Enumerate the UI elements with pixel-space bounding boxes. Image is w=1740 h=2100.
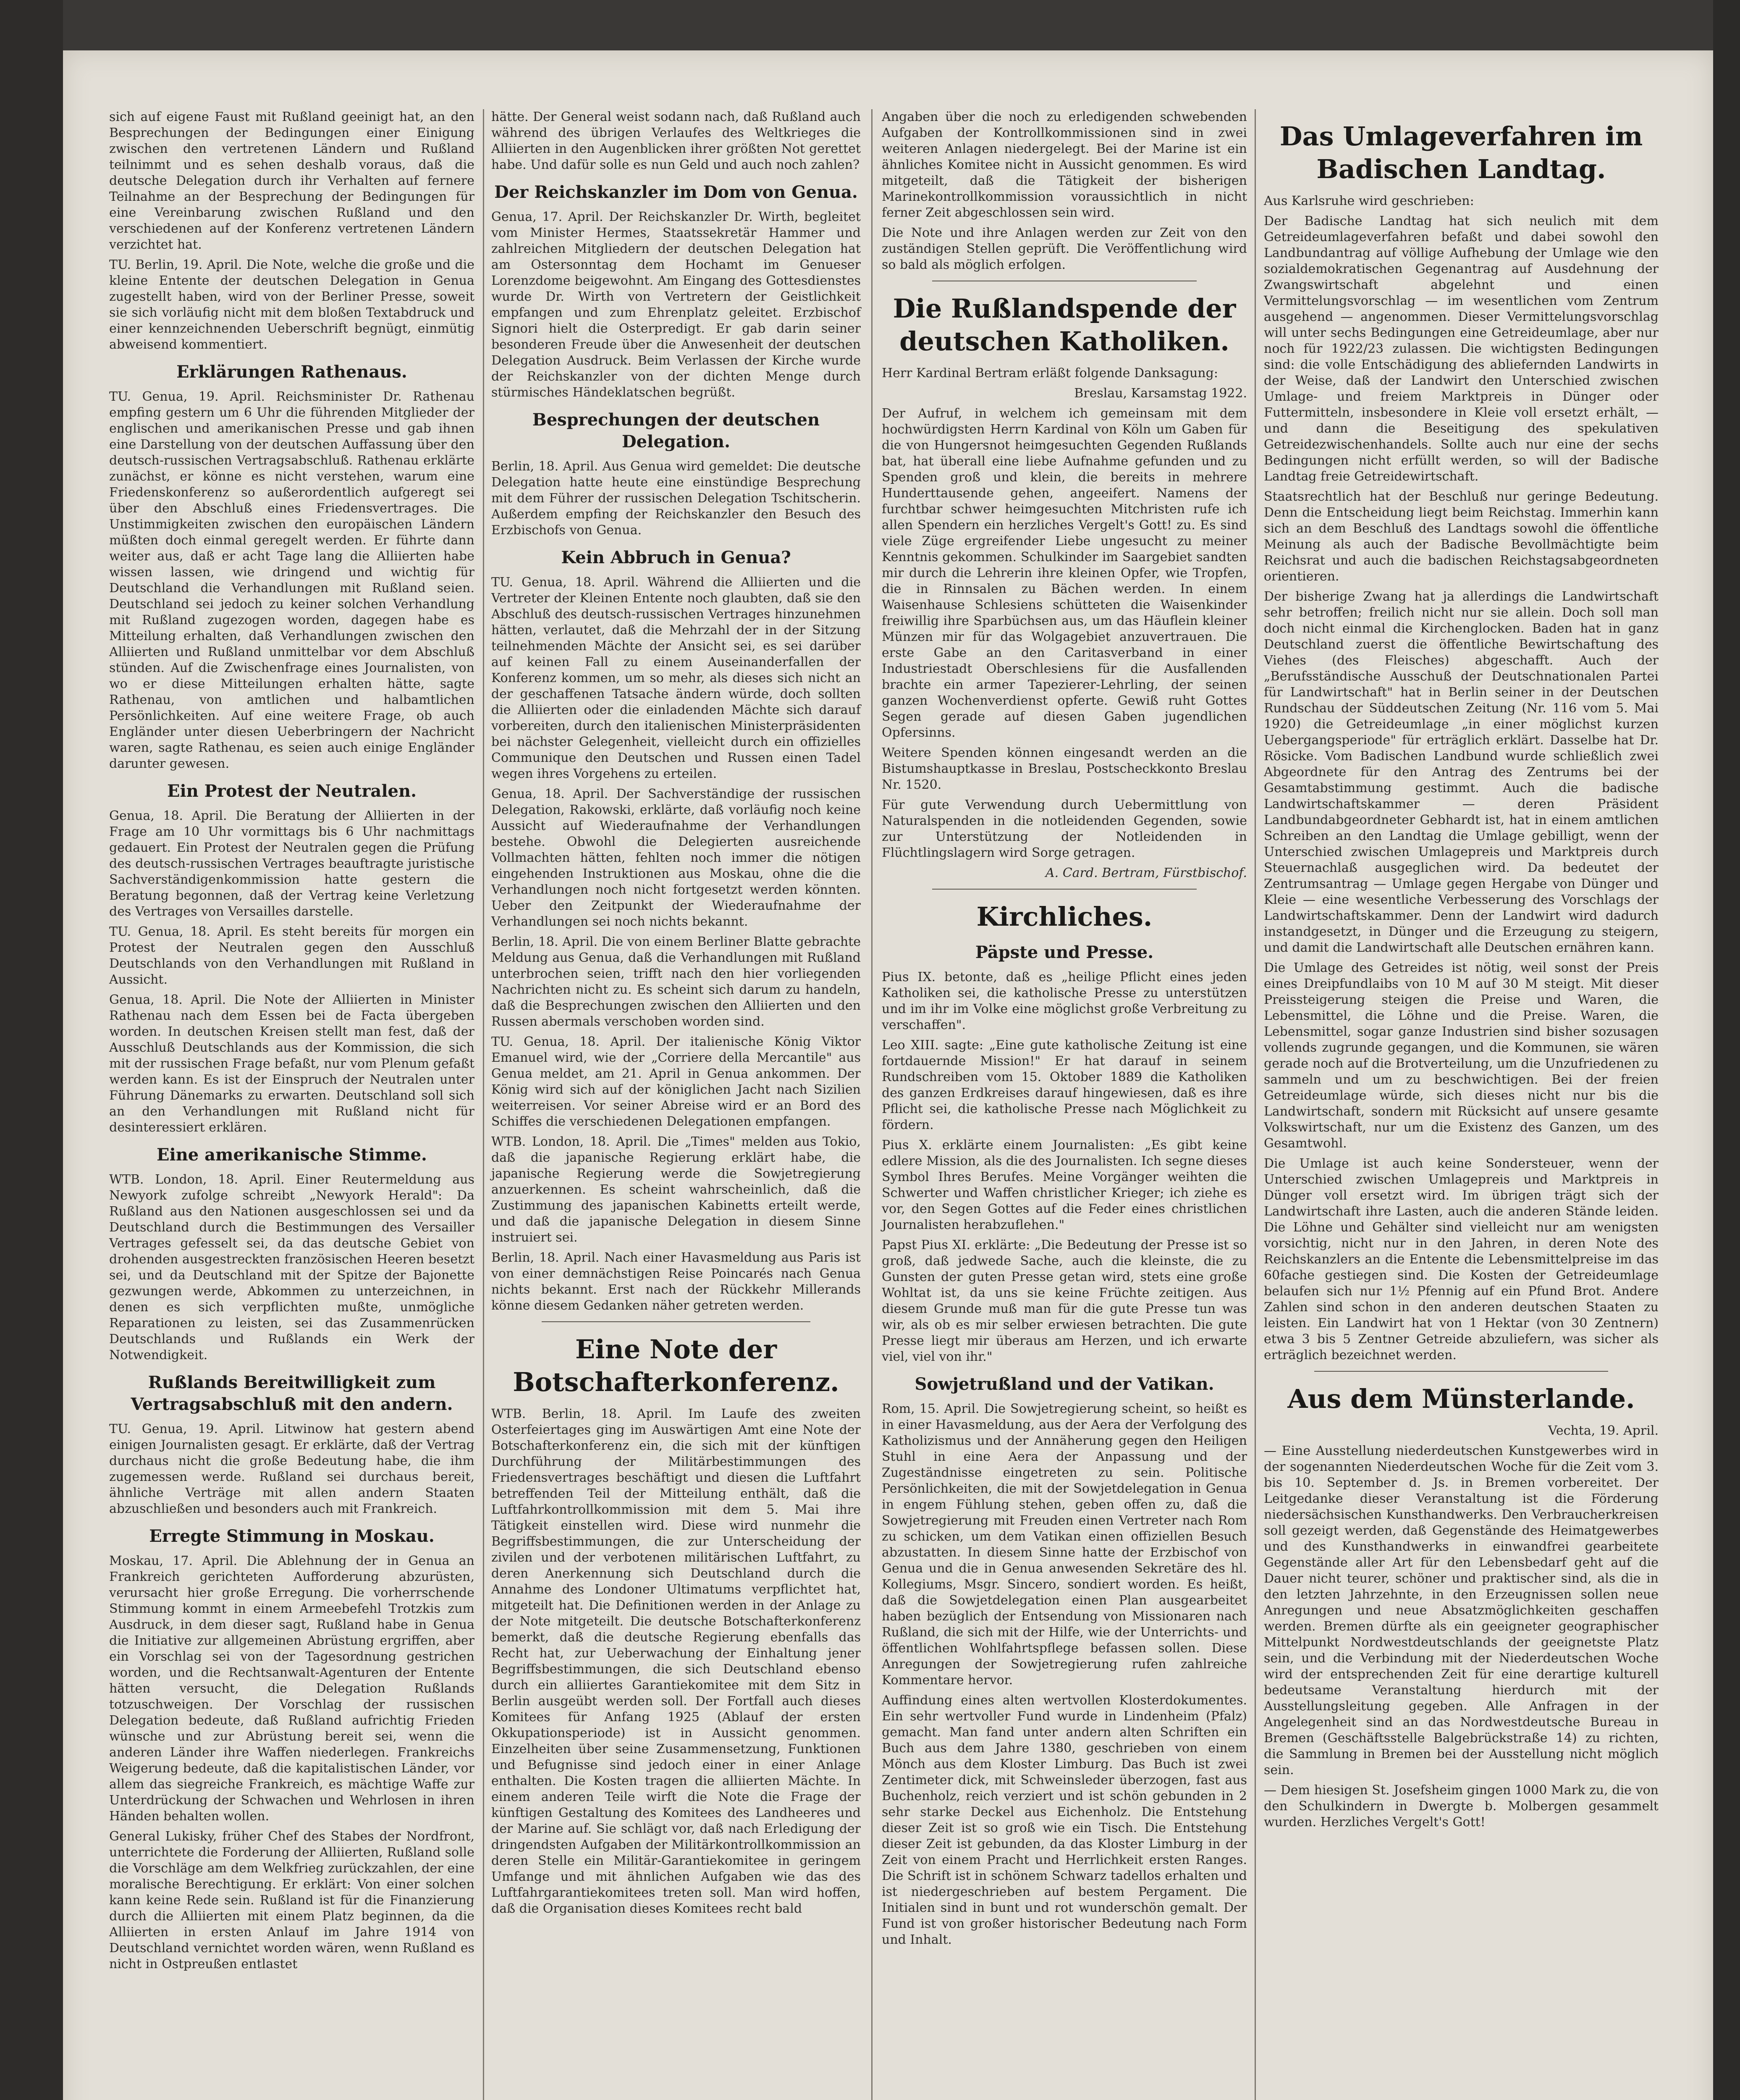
column-rule — [483, 109, 484, 2100]
article-paragraph: Die Note und ihre Anlagen werden zur Zeit von den zuständigen Stellen geprüft. Die Veröffentlichung wird so bald als möglich erfolgen. — [882, 226, 1247, 272]
article-paragraph: Auffindung eines alten wertvollen Klosterdokumentes. Ein sehr wertvoller Fund wurde in Lindenheim (Pfalz) gemacht. Man fand unter andern alten Schriften ein Buch aus dem Jahre 1380, geschrieben von einem Mönch aus dem Kloster Limburg. Das Buch ist zwei Zentimeter dick, mit Schweinsleder überzogen, fast aus Buchenholz, reich verziert und ist schön gebunden in 2 sehr starke Deckel aus Eichenholz. Die Entstehung dieser Zeit ist so groß wie ein Tisch. Die Entstehung dieser Zeit ist gebunden, da das Kloster Limburg in der Zeit von einem Pracht und Herrlichkeit ersten Ranges. Die Schrift ist in schönem Schwarz tadellos erhalten und ist niedergeschrieben auf bestem Pergament. Die Initialen sind in bunt und rot wunderschön gemalt. Der Fund ist von großer historischer Bedeutung nach Form und Inhalt. — [882, 1693, 1247, 1947]
section-headline: Eine amerikanische Stimme. — [157, 1145, 427, 1165]
column-1 — [109, 109, 474, 1977]
column-2 — [491, 109, 861, 1921]
article-paragraph: Der bisherige Zwang hat ja allerdings die Landwirtschaft sehr betroffen; freilich nicht nur sie allein. Doch soll man doch nicht einmal die Kirchenglocken. Baden hat in ganz Deutschland zuerst die öffentliche Bewirtschaftung des Viehes (des Fleisches) abgeschafft. Auch der „Berufsständische Ausschuß der Deutschnationalen Partei für Landwirtschaft" hat in Berlin seiner in der Deutschen Rundschau der Süddeutschen Zeitung (Nr. 116 vom 5. Mai 1920) die Getreideumlage „in einer möglichst kurzen Uebergangsperiode" für erträglich erklärt. Dasselbe hat Dr. Rösicke. Vom Badischen Landbund wurde schließlich zwei Abgeordnete für den Antrag des Zentrums bei der Gesamtabstimmung gestimmt. Auch die badische Landwirtschaftskammer — deren Präsident Landbundabgeordneter Gebhardt ist, hat in einem amtlichen Schreiben an den Landtag die Umlage gebilligt, wenn der Unterschied zwischen Umlagepreis und Marktpreis durch Steuernachlaß ausgeglichen wird. Da bedeutet der Zentrumsantrag — Umlage gegen Hergabe von Dünger und Kleie — eine wesentliche Verbesserung des Vorschlags der Landwirtschaftskammer. Denn der Landwirt wird dadurch instandgesetzt, in Dünger und die Erzeugung zu steigern, und damit die Landwirtschaft alle Deutschen ernähren kann. — [1264, 589, 1659, 955]
article-paragraph: TU. Genua, 19. April. Reichsminister Dr. Rathenau empfing gestern um 6 Uhr die führenden Mitglieder der englischen und amerikanischen Presse und gab ihnen eine Darstellung von der deutschen Auffassung über den deutsch-russischen Vertragsabschluß. Rathenau erklärte zunächst, er könne es nicht verstehen, warum eine Friedenskonferenz so außerordentlich aufgeregt sei über den Abschluß eines Friedensvertrages. Die Unstimmigkeiten zwischen den europäischen Ländern müßten doch einmal geregelt werden. Er führte dann weiter aus, daß er acht Tage lang die Alliierten habe wissen lassen, wie dringend und wichtig für Deutschland die Verhandlungen mit Rußland seien. Deutschland sei jedoch zu keiner solchen Verhandlung mit Rußland zugezogen worden, dagegen habe es Mitteilung erhalten, daß Verhandlungen zwischen den Alliierten und Rußland unmittelbar vor dem Abschluß stünden. Auf die Zwischenfrage eines Journalisten, von wo er diese Mitteilungen erhalten hätte, sagte Rathenau, von amtlichen und halbamtlichen Persönlichkeiten. Auf eine weitere Frage, ob auch Engländer unter diesen Ueberbringern der Nachricht waren, sagte Rathenau, es seien auch einige Engländer darunter gewesen. — [109, 389, 474, 771]
article-paragraph: Genua, 18. April. Die Beratung der Alliierten in der Frage am 10 Uhr vormittags bis 6 Uhr nachmittags gedauert. Ein Protest der Neutralen gegen die Prüfung des deutsch-russischen Vertrages beauftragte juristische Sachverständigenkommission hatte gestern die Beratung begonnen, daß der Vertrag keine Verletzung des Vertrages von Versailles darstelle. — [109, 808, 474, 919]
section-headline: Erregte Stimmung in Moskau. — [149, 1526, 435, 1546]
article-paragraph: Die Umlage des Getreides ist nötig, weil sonst der Preis eines Dreipfundlaibs von 10 M auf 30 M steigt. Mit dieser Preissteigerung steigen die Preise und Waren, die Lebensmittel, die Löhne und die Preise. Waren, die Lebensmittel, sogar ganze Industrien sind bisher sozusagen vollends zugrunde gegangen, und die Kommunen, sie wären gerade noch auf die Brotverteilung, um die Unzufriedenen zu sammeln und um zu beschwichtigen. Bei der freien Getreideumlage würde, sich dieses nicht nur bis die Landwirtschaft, sondern mit Rücksicht auf unsere gesamte Volkswirtschaft, nur um die Existenz des Ganzen, um des Gesamtwohl. — [1264, 961, 1659, 1151]
article-paragraph: Genua, 18. April. Die Note der Alliierten in Minister Rathenau nach dem Essen bei de Facta übergeben worden. In deutschen Kreisen stellt man fest, daß der Ausschluß Deutschlands aus der Kommission, die sich mit der russischen Frage befaßt, nur vom Plenum gefaßt werden kann. Es ist der Einspruch der Neutralen unter Führung Dänemarks zu erwarten. Deutschland soll sich an den Verhandlungen mit Rußland nicht für desinteressiert erklären. — [109, 992, 474, 1135]
section-divider — [542, 1321, 810, 1322]
article-paragraph: TU. Genua, 18. April. Es steht bereits für morgen ein Protest der Neutralen gegen den Ausschluß Deutschlands von den Verhandlungen mit Rußland in Aussicht. — [109, 924, 474, 987]
article-paragraph: General Lukisky, früher Chef des Stabes der Nordfront, unterrichtete die Forderung der Alliierten, Rußland solle die Vorschläge am dem Welkfrieg zurückzahlen, der eine moralische Berechtigung. Er erklärt: Von einer solchen kann keine Rede sein. Rußland ist für die Finanzierung durch die Alliierten mit einem Platz beginnen, da die Alliierten in ersten Anlauf im Jahre 1914 von Deutschland vernichtet worden wären, wenn Rußland es nicht in Ostpreußen entlastet — [109, 1829, 474, 1971]
article-paragraph: Angaben über die noch zu erledigenden schwebenden Aufgaben der Kontrollkommissionen sind in zwei weiteren Anlagen niedergelegt. Bei der Marine ist ein ähnliches Komitee nicht in Aussicht genommen. Es wird mitgeteilt, daß die Tätigkeit der bisherigen Marinekontrollkommission voraussichtlich in nicht ferner Zeit abgeschlossen sein wird. — [882, 110, 1247, 220]
section-headline: Besprechungen der deutschen Delegation. — [532, 410, 820, 452]
article-paragraph: Staatsrechtlich hat der Beschluß nur geringe Bedeutung. Denn die Entscheidung liegt beim Reichstag. Immerhin kann sich an dem Beschluß des Landtags sowohl die öffentliche Meinung als auch der Badische Bevollmächtigte beim Reichsrat und auch die badischen Reichstagsabgeordneten orientieren. — [1264, 489, 1659, 584]
article-paragraph: TU. Genua, 18. April. Während die Alliierten und die Vertreter der Kleinen Entente noch glaubten, daß sie den Abschluß des deutsch-russischen Vertrages hinzunehmen hätten, verlautet, daß die Mehrzahl der in der Sitzung teilnehmenden Mächte der Ansicht sei, es sei darüber auf keinen Fall zu einem Auseinanderfallen der Konferenz kommen, um so mehr, als dieses sich nicht an der geschaffenen Tatsache ändern würde, doch sollten die Alliierten oder die einladenden Mächte sich darauf vorbereiten, durch den italienischen Ministerpräsidenten bei nächster Gelegenheit, vielleicht durch ein offizielles Communique den Deutschen und Russen einen Tadel wegen ihres Vorgehens zu erteilen. — [491, 575, 861, 781]
article-paragraph: TU. Genua, 19. April. Litwinow hat gestern abend einigen Journalisten gesagt. Er erklärte, daß der Vertrag durchaus nicht die große Bedeutung habe, die ihm zugemessen werde. Rußland sei durchaus bereit, ähnliche Verträge mit allen andern Staaten abzuschließen und besonders auch mit Frankreich. — [109, 1422, 474, 1516]
article-paragraph: Pius IX. betonte, daß es „heilige Pflicht eines jeden Katholiken sei, die katholische Presse zu unterstützen und im ihr im Volke eine möglichst große Verbreitung zu verschaffen". — [882, 970, 1247, 1032]
main-headline: Kirchliches. — [976, 901, 1153, 932]
scan-left-margin — [0, 0, 63, 2100]
article-paragraph: Der Aufruf, in welchem ich gemeinsam mit dem hochwürdigsten Herrn Kardinal von Köln um Gaben für die von Hungersnot heimgesuchten Gegenden Rußlands bat, hat überall eine liebe Aufnahme gefunden und zu Spenden groß und klein, die bereits in mehrere Hunderttausende gehen, angeeifert. Namens der furchtbar schwer heimgesuchten Mitchristen rufe ich allen Spendern ein herzliches Vergelt's Gott! zu. Es sind viele Züge ergreifender Liebe ungesucht zu meiner Kenntnis gekommen. Schulkinder im Saargebiet sandten mir durch die Lehrerin ihre kleinen Opfer, wie Tropfen, die in Rinnsalen zu Bächen werden. In einem Waisenhause Schlesiens schütteten die Waisenkinder freiwillig ihre Sparbüchsen aus, um das Häuflein kleiner Münzen mir für das Wolgagebiet anzuvertrauen. Die erste Gabe an den Caritasverband in einer Industriestadt Oberschlesiens für die Ausfallenden brachte ein armer Tapezierer-Lehrling, der seinen ganzen Wochenverdienst opferte. Gewiß ruht Gottes Segen gerade auf diesen Gaben jugendlichen Opfersinns. — [882, 406, 1247, 740]
section-headline: Rußlands Bereitwilligkeit zum Vertragsabschluß mit den andern. — [131, 1373, 453, 1414]
main-headline: Aus dem Münsterlande. — [1287, 1383, 1635, 1414]
article-paragraph: Aus Karlsruhe wird geschrieben: — [1264, 194, 1474, 208]
article-paragraph: Der Badische Landtag hat sich neulich mit dem Getreideumlageverfahren befaßt und dabei sowohl den Landbundantrag auf völlige Aufhebung der Umlage wie den sozialdemokratischen Gegenantrag auf Ausdehnung der Zwangswirtschaft abgelehnt und einen Vermittelungsvorschlag — im wesentlichen vom Zentrum ausgehend — angenommen. Dieser Vermittelungsvorschlag will unter sechs Bedingungen eine Getreideumlage, aber nur noch für 1922/23 zulassen. Die wichtigsten Bedingungen sind: die volle Entschädigung des abliefernden Landwirts in der Weise, daß der Landwirt den Unterschied zwischen Umlage- und freiem Marktpreis in Dünger oder Futtermitteln, insbesondere in Kleie voll ersetzt erhält, — und dann die Beseitigung des spekulativen Getreidezwischenhandels. Sollte auch nur eine der sechs Bedingungen nicht erfüllt werden, so will der Badische Landtag freie Getreidewirtschaft. — [1264, 214, 1659, 484]
article-paragraph: — Eine Ausstellung niederdeutschen Kunstgewerbes wird in der sogenannten Niederdeutschen Woche für die Zeit vom 3. bis 10. September d. Js. in Bremen vorbereitet. Der Leitgedanke dieser Veranstaltung ist die Förderung niedersächsischen Kunsthandwerks. Den Verbraucherkreisen soll gezeigt werden, daß Gegenstände des Heimatgewerbes und des Kunsthandwerks in einwandfrei gearbeitete Gegenstände aller Art für den Lebensbedarf geht auf die Dauer nicht teurer, schöner und praktischer sind, als die in den letzten Jahrzehnte, in den Erzeugnissen sollen neue Anregungen und neue Absatzmöglichkeiten geschaffen werden. Bremen dürfte als ein geeigneter geographischer Mittelpunkt Nordwestdeutschlands der geeignetste Platz sein, und die Verbindung mit der Niederdeutschen Woche wird der entsprechenden Zeit für eine derartige kulturell bedeutsame Veranstaltung hierdurch mit der Ausstellungsleitung gegeben. Alle Anfragen in der Angelegenheit sind an das Nordwestdeutsche Bureau in Bremen (Geschäftsstelle Balgebrückstraße 14) zu richten, die Sammlung in Bremen bei der Ausstellung nicht möglich sein. — [1264, 1444, 1659, 1777]
article-paragraph: Genua, 18. April. Der Sachverständige der russischen Delegation, Rakowski, erklärte, daß vorläufig noch keine Aussicht auf Wiederaufnahme der Verhandlungen bestehe. Obwohl die Delegierten ausreichende Vollmachten hätten, fehlten noch immer die nötigen eingehenden Instruktionen aus Moskau, ohne die die Verhandlungen noch nicht fortgesetzt werden könnten. Ueber den Zeitpunkt der Wiederaufnahme der Verhandlungen sei noch nichts bekannt. — [491, 787, 861, 929]
main-headline: Eine Note der Botschafterkonferenz. — [513, 1334, 839, 1397]
article-paragraph: Berlin, 18. April. Die von einem Berliner Blatte gebrachte Meldung aus Genua, daß die Verhandlungen mit Rußland unterbrochen seien, trifft nach den hier vorliegenden Nachrichten nicht zu. Es scheint sich darum zu handeln, daß die Besprechungen zwischen den Alliierten und den Russen abermals verschoben worden sind. — [491, 934, 861, 1029]
article-paragraph: Berlin, 18. April. Aus Genua wird gemeldet: Die deutsche Delegation hatte heute eine einstündige Besprechung mit dem Führer der russischen Delegation Tschitscherin. Außerdem empfing der Reichskanzler den Besuch des Erzbischofs von Genua. — [491, 459, 861, 538]
article-paragraph: Rom, 15. April. Die Sowjetregierung scheint, so heißt es in einer Havasmeldung, aus der Aera der Verfolgung des Katholizismus und der Annäherung gegen den Heiligen Stuhl in eine Aera der Anpassung und der Zugeständnisse eingetreten zu sein. Politische Persönlichkeiten, die mit der Sowjetdelegation in Genua in engem Fühlung stehen, geben offen zu, daß die Sowjetregierung mit Freuden einen Vertreter nach Rom zu schicken, um dem Vatikan einen offiziellen Besuch abzustatten. In diesem Sinne hatte der Erzbischof von Genua und die in Genua anwesenden Sekretäre des hl. Kollegiums, Msgr. Sincero, sondiert worden. Es heißt, daß die Sowjetdelegation einen Plan ausgearbeitet haben bezüglich der Entsendung von Missionaren nach Rußland, die sich mit der Hilfe, wie der Unterrichts- und öffentlichen Wohlfahrtspflege befassen sollen. Diese Anregungen der Sowjetregierung rufen zahlreiche Kommentare hervor. — [882, 1402, 1247, 1688]
article-paragraph: Die Umlage ist auch keine Sondersteuer, wenn der Unterschied zwischen Umlagepreis und Marktpreis in Dünger voll ersetzt wird. Im übrigen trägt sich der Landwirtschaft ihre Lasten, auch die anderen Stände leiden. Die Löhne und Gehälter sind vielleicht nur am wenigsten vorsichtig, nicht nur in den Jahren, in deren Note des Reichskanzlers an die Entente die Lebensmittelpreise im das 60fache gestiegen sind. Die Kosten der Getreideumlage belaufen sich nur 1½ Pfennig auf ein Pfund Brot. Andere Zahlen sind schon in den anderen deutschen Staaten zu leisten. Ein Landwirt hat von 1 Hektar (von 30 Zentnern) etwa 3 bis 5 Zentner Getreide abzuliefern, was sicher als erträglich bezeichnet werden. — [1264, 1156, 1659, 1362]
article-paragraph: Berlin, 18. April. Nach einer Havasmeldung aus Paris ist von einer demnächstigen Reise Poincarés nach Genua nichts bekannt. Erst nach der Rückkehr Millerands könne diesem Gedanken näher getreten werden. — [491, 1250, 861, 1313]
column-3 — [882, 109, 1247, 1952]
section-headline: Kein Abbruch in Genua? — [561, 548, 791, 567]
column-rule — [1255, 109, 1256, 2100]
dateline: Vechta, 19. April. — [1548, 1423, 1659, 1438]
section-headline: Erklärungen Rathenaus. — [176, 362, 407, 382]
article-paragraph: — Dem hiesigen St. Josefsheim gingen 1000 Mark zu, die von den Schulkindern in Dwergte b. Molbergen gesammelt wurden. Herzliches Vergelt's Gott! — [1264, 1783, 1659, 1830]
article-paragraph: Herr Kardinal Bertram erläßt folgende Danksagung: — [882, 366, 1218, 381]
dateline: Breslau, Karsamstag 1922. — [1074, 386, 1247, 401]
article-paragraph: WTB. London, 18. April. Einer Reutermeldung aus Newyork zufolge schreibt „Newyork Herald": Da Rußland aus den Nationen ausgeschlossen sei und da Deutschland durch die Bestimmungen des Versailler Vertrages gefesselt sei, da das deutsche Gebiet von drohenden ausgestreckten französischen Heeren besetzt sei, und da Deutschland mit der Spitze der Bajonette gezwungen werde, Abkommen zu unterzeichnen, in denen es sich verpflichten mußte, unmögliche Reparationen zu leisten, sei das Zusammenrücken Deutschlands und Rußlands ein Werk der Notwendigkeit. — [109, 1172, 474, 1362]
section-divider — [932, 889, 1197, 890]
article-paragraph: TU. Berlin, 19. April. Die Note, welche die große und die kleine Entente der deutschen Delegation in Genua zugestellt haben, wird von der Berliner Presse, soweit sie sich vorläufig nicht mit dem bloßen Textabdruck und einer kennzeichnenden Ueberschrift begnügt, einmütig abweisend kommentiert. — [109, 257, 474, 352]
scan-right-edge — [1713, 0, 1740, 2100]
article-paragraph: Leo XIII. sagte: „Eine gute katholische Zeitung ist eine fortdauernde Mission!" Er hat darauf in seinem Rundschreiben vom 15. Oktober 1889 die Katholiken des ganzen Erdkreises darauf hingewiesen, daß es ihre Pflicht sei, die katholische Presse nach Möglichkeit zu fördern. — [882, 1038, 1247, 1132]
section-headline: Ein Protest der Neutralen. — [167, 781, 417, 801]
article-paragraph: WTB. London, 18. April. Die „Times" melden aus Tokio, daß die japanische Regierung erklärt habe, die japanische Regierung werde die Sowjetregierung anzuerkennen. Es scheint wahrscheinlich, daß die Zustimmung des japanischen Kabinetts erteilt werde, und daß die japanische Delegation in diesem Sinne instruiert sei. — [491, 1134, 861, 1245]
article-paragraph: Moskau, 17. April. Die Ablehnung der in Genua an Frankreich gerichteten Aufforderung abzurüsten, verursacht hier große Erregung. Die vorherrschende Stimmung kommt in einem Armeebefehl Trotzkis zum Ausdruck, in dem dieser sagt, Rußland habe in Genua die Initiative zur allgemeinen Abrüstung ergriffen, aber ein Vorschlag sei von der Tagesordnung gestrichen worden, und die Rechtsanwalt-Agenturen der Entente hätten versucht, die Delegation Rußlands totzuschweigen. Der Vorschlag der russischen Delegation bedeute, daß Rußland aufrichtig Frieden wünsche und zur Abrüstung bereit sei, wenn die anderen Länder ihre Waffen niederlegen. Frankreichs Weigerung bedeute, daß die kapitalistischen Länder, vor allem das siegreiche Frankreich, es mächtige Waffe zur Unterdrückung der Schwachen und Wehrlosen in ihren Händen behalten wollen. — [109, 1554, 474, 1824]
article-paragraph: Weitere Spenden können eingesandt werden an die Bistumshauptkasse in Breslau, Postscheckkonto Breslau Nr. 1520. — [882, 746, 1247, 792]
article-paragraph: TU. Genua, 18. April. Der italienische König Viktor Emanuel wird, wie der „Corriere della Mercantile" aus Genua meldet, am 21. April in Genua ankommen. Der König wird sich auf der königlichen Jacht nach Sizilien weiterreisen. Vor seiner Abreise wird er an Bord des Schiffes die verschiedenen Delegationen empfangen. — [491, 1034, 861, 1129]
main-headline: Die Rußlandspende der deutschen Katholiken. — [893, 293, 1236, 357]
article-paragraph: WTB. Berlin, 18. April. Im Laufe des zweiten Osterfeiertages ging im Auswärtigen Amt eine Note der Botschafterkonferenz ein, die sich mit der künftigen Durchführung der Militärbestimmungen des Friedensvertrages beschäftigt und diesen die Luftfahrt betreffenden Teil der Mitteilung enthält, daß die Luftfahrkontrollkommission mit dem 5. Mai ihre Tätigkeit einstellen wird. Diese wird nunmehr die Begriffsbestimmungen, die zur Unterscheidung der zivilen und der verbotenen militärischen Luftfahrt, zu deren Anerkennung sich Deutschland durch die Annahme des Londoner Ultimatums verpflichtet hat, mitgeteilt hat. Die Definitionen werden in der Anlage zu der Note mitgeteilt. Die deutsche Botschafterkonferenz bemerkt, daß die deutsche Regierung ebenfalls das Recht hat, zur Ueberwachung der Einhaltung jener Begriffsbestimmungen, die sich Deutschland ebenso durch ein alliiertes Garantiekomitee mit dem Sitz in Berlin ausgeübt werden soll. Der Fortfall auch dieses Komitees für Anfang 1925 (Ablauf der ersten Okkupationsperiode) ist in Aussicht genommen. Einzelheiten über seine Zusammensetzung, Funktionen und Befugnisse sind jedoch einer in einer Anlage enthalten. Die Kosten tragen die alliierten Mächte. In einem anderen Teile wirft die Note die Frage der künftigen Gestaltung des Komitees des Landheeres und der Marine auf. Sie schlägt vor, daß nach Erledigung der dringendsten Aufgaben der Militärkontrollkommission an deren Stelle ein Militär-Garantiekomitee in geringem Umfange und mit ähnlichen Aufgaben wie das des Luftfahrgarantiekomitees treten soll. Man wird hoffen, daß die Organisation dieses Komitees recht bald — [491, 1407, 861, 1916]
section-divider — [1314, 1371, 1608, 1372]
section-headline: Sowjetrußland und der Vatikan. — [915, 1374, 1214, 1394]
signature-line: A. Card. Bertram, Fürstbischof. — [1045, 866, 1247, 880]
column-4 — [1264, 109, 1659, 1835]
section-headline: Der Reichskanzler im Dom von Genua. — [494, 182, 858, 202]
article-paragraph: Pius X. erklärte einem Journalisten: „Es gibt keine edlere Mission, als die des Journalisten. Ich segne dieses Symbol Ihres Berufes. Meine Vorgänger weihten die Schwerter und Waffen christlicher Krieger; ich ziehe es vor, den Segen Gottes auf die Feder eines christlichen Journalisten herabzuflehen." — [882, 1138, 1247, 1232]
section-headline: Päpste und Presse. — [975, 942, 1154, 962]
article-paragraph: Genua, 17. April. Der Reichskanzler Dr. Wirth, begleitet vom Minister Hermes, Staatssekretär Hammer und zahlreichen Mitgliedern der deutschen Delegation hat am Ostersonntag dem Hochamt im Genueser Lorenzdome beigewohnt. Am Eingang des Gottesdienstes wurde Dr. Wirth von Vertretern der Geistlichkeit empfangen und zum Ehrenplatz geleitet. Erzbischof Signori hielt die Osterpredigt. Er gab darin seiner besonderen Freude über die Anwesenheit der deutschen Delegation Ausdruck. Beim Verlassen der Kirche wurde der Reichskanzler von der dichten Menge durch stürmisches Händeklatschen begrüßt. — [491, 210, 861, 400]
column-rule — [871, 109, 873, 2100]
article-paragraph: sich auf eigene Faust mit Rußland geeinigt hat, an den Besprechungen der Bedingungen einer Einigung zwischen den vertretenen Ländern und Rußland teilnimmt und es sehen deshalb voraus, daß die deutsche Delegation durch ihr Verhalten auf fernere Teilnahme an der Besprechung der Bedingungen für eine Vereinbarung zwischen Rußland und den verschiedenen auf der Konferenz vertretenen Ländern verzichtet hat. — [109, 110, 474, 252]
article-paragraph: Für gute Verwendung durch Uebermittlung von Naturalspenden in die notleidenden Gegenden, sowie zur Unterstützung der Notleidenden in Flüchtlingslagern wird Sorge getragen. — [882, 798, 1247, 860]
article-paragraph: hätte. Der General weist sodann nach, daß Rußland auch während des übrigen Verlaufes des Weltkrieges die Alliierten in den Augenblicken ihrer größten Not gerettet habe. Und dafür solle es nun Geld und auch noch zahlen? — [491, 110, 861, 172]
newspaper-sheet — [63, 50, 1713, 2100]
article-paragraph: Papst Pius XI. erklärte: „Die Bedeutung der Presse ist so groß, daß jedwede Sache, auch die kleinste, die zu Gunsten der guten Presse getan wird, stets eine große Wohltat ist, da uns sie keine Früchte zeitigen. Aus diesem Grunde muß man für die gute Presse tun was wir, als ob es mir selber erwiesen betrachten. Die gute Presse liegt mir überaus am Herzen, und ich erwarte viel, viel von ihr." — [882, 1238, 1247, 1364]
main-headline: Das Umlageverfahren im Badischen Landtag. — [1279, 121, 1643, 184]
